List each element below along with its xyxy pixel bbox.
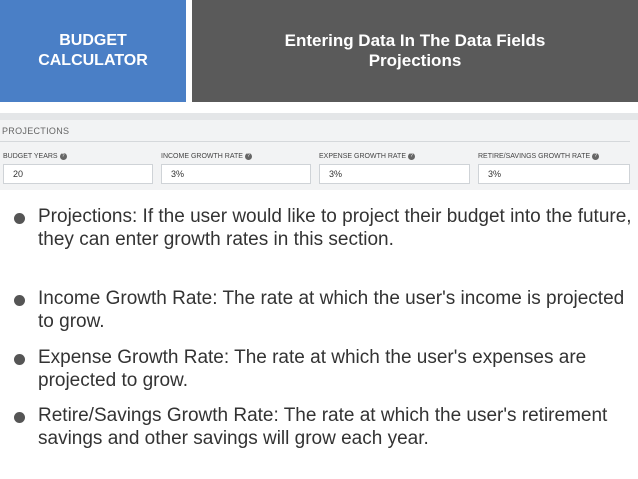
- bullet-item-expense-growth-rate: Expense Growth Rate: The rate at which the user's expenses are projected to grow.: [14, 346, 634, 392]
- bullet-item-retire-savings-growth-rate: Retire/Savings Growth Rate: The rate at which the user's retirement savings and other savings will grow each year.: [14, 404, 634, 450]
- bullet-dot-icon: [14, 213, 25, 224]
- heading-line-1: Entering Data In The Data Fields: [284, 31, 546, 50]
- bullet-dot-icon: [14, 354, 25, 365]
- bullet-dot-icon: [14, 295, 25, 306]
- help-icon[interactable]: ?: [592, 153, 599, 160]
- retire-savings-growth-rate-field: [478, 150, 630, 184]
- retire-savings-growth-rate-input[interactable]: 3%: [478, 164, 630, 184]
- projections-screenshot: [0, 113, 638, 190]
- title-line-1: BUDGET: [59, 32, 127, 49]
- title-line-2: CALCULATOR: [38, 52, 148, 69]
- budget-calculator-title-panel: [0, 0, 186, 102]
- heading-line-2: Projections: [368, 51, 462, 70]
- retire-savings-growth-rate-label: RETIRE/SAVINGS GROWTH RATE ?: [478, 150, 630, 162]
- expense-growth-rate-label: EXPENSE GROWTH RATE ?: [319, 150, 470, 162]
- expense-growth-rate-field: [319, 150, 470, 184]
- expense-growth-rate-input[interactable]: 3%: [319, 164, 470, 184]
- bullet-item-projections: Projections: If the user would like to project their budget into the future, they can enter growth rates in this section.: [14, 205, 634, 251]
- help-icon[interactable]: ?: [245, 153, 252, 160]
- projections-section-title: PROJECTIONS: [2, 126, 70, 136]
- income-growth-rate-input[interactable]: 3%: [161, 164, 311, 184]
- bullet-dot-icon: [14, 412, 25, 423]
- help-icon[interactable]: ?: [408, 153, 415, 160]
- budget-years-input[interactable]: 20: [3, 164, 153, 184]
- income-growth-rate-label: INCOME GROWTH RATE ?: [161, 150, 311, 162]
- budget-years-field: [3, 150, 153, 184]
- help-icon[interactable]: ?: [60, 153, 67, 160]
- slide-heading-panel: [192, 0, 638, 102]
- budget-years-label: BUDGET YEARS ?: [3, 150, 153, 162]
- divider: [0, 141, 630, 142]
- bullet-item-income-growth-rate: Income Growth Rate: The rate at which the user's income is projected to grow.: [14, 287, 634, 333]
- income-growth-rate-field: [161, 150, 311, 184]
- top-strip: [0, 113, 638, 120]
